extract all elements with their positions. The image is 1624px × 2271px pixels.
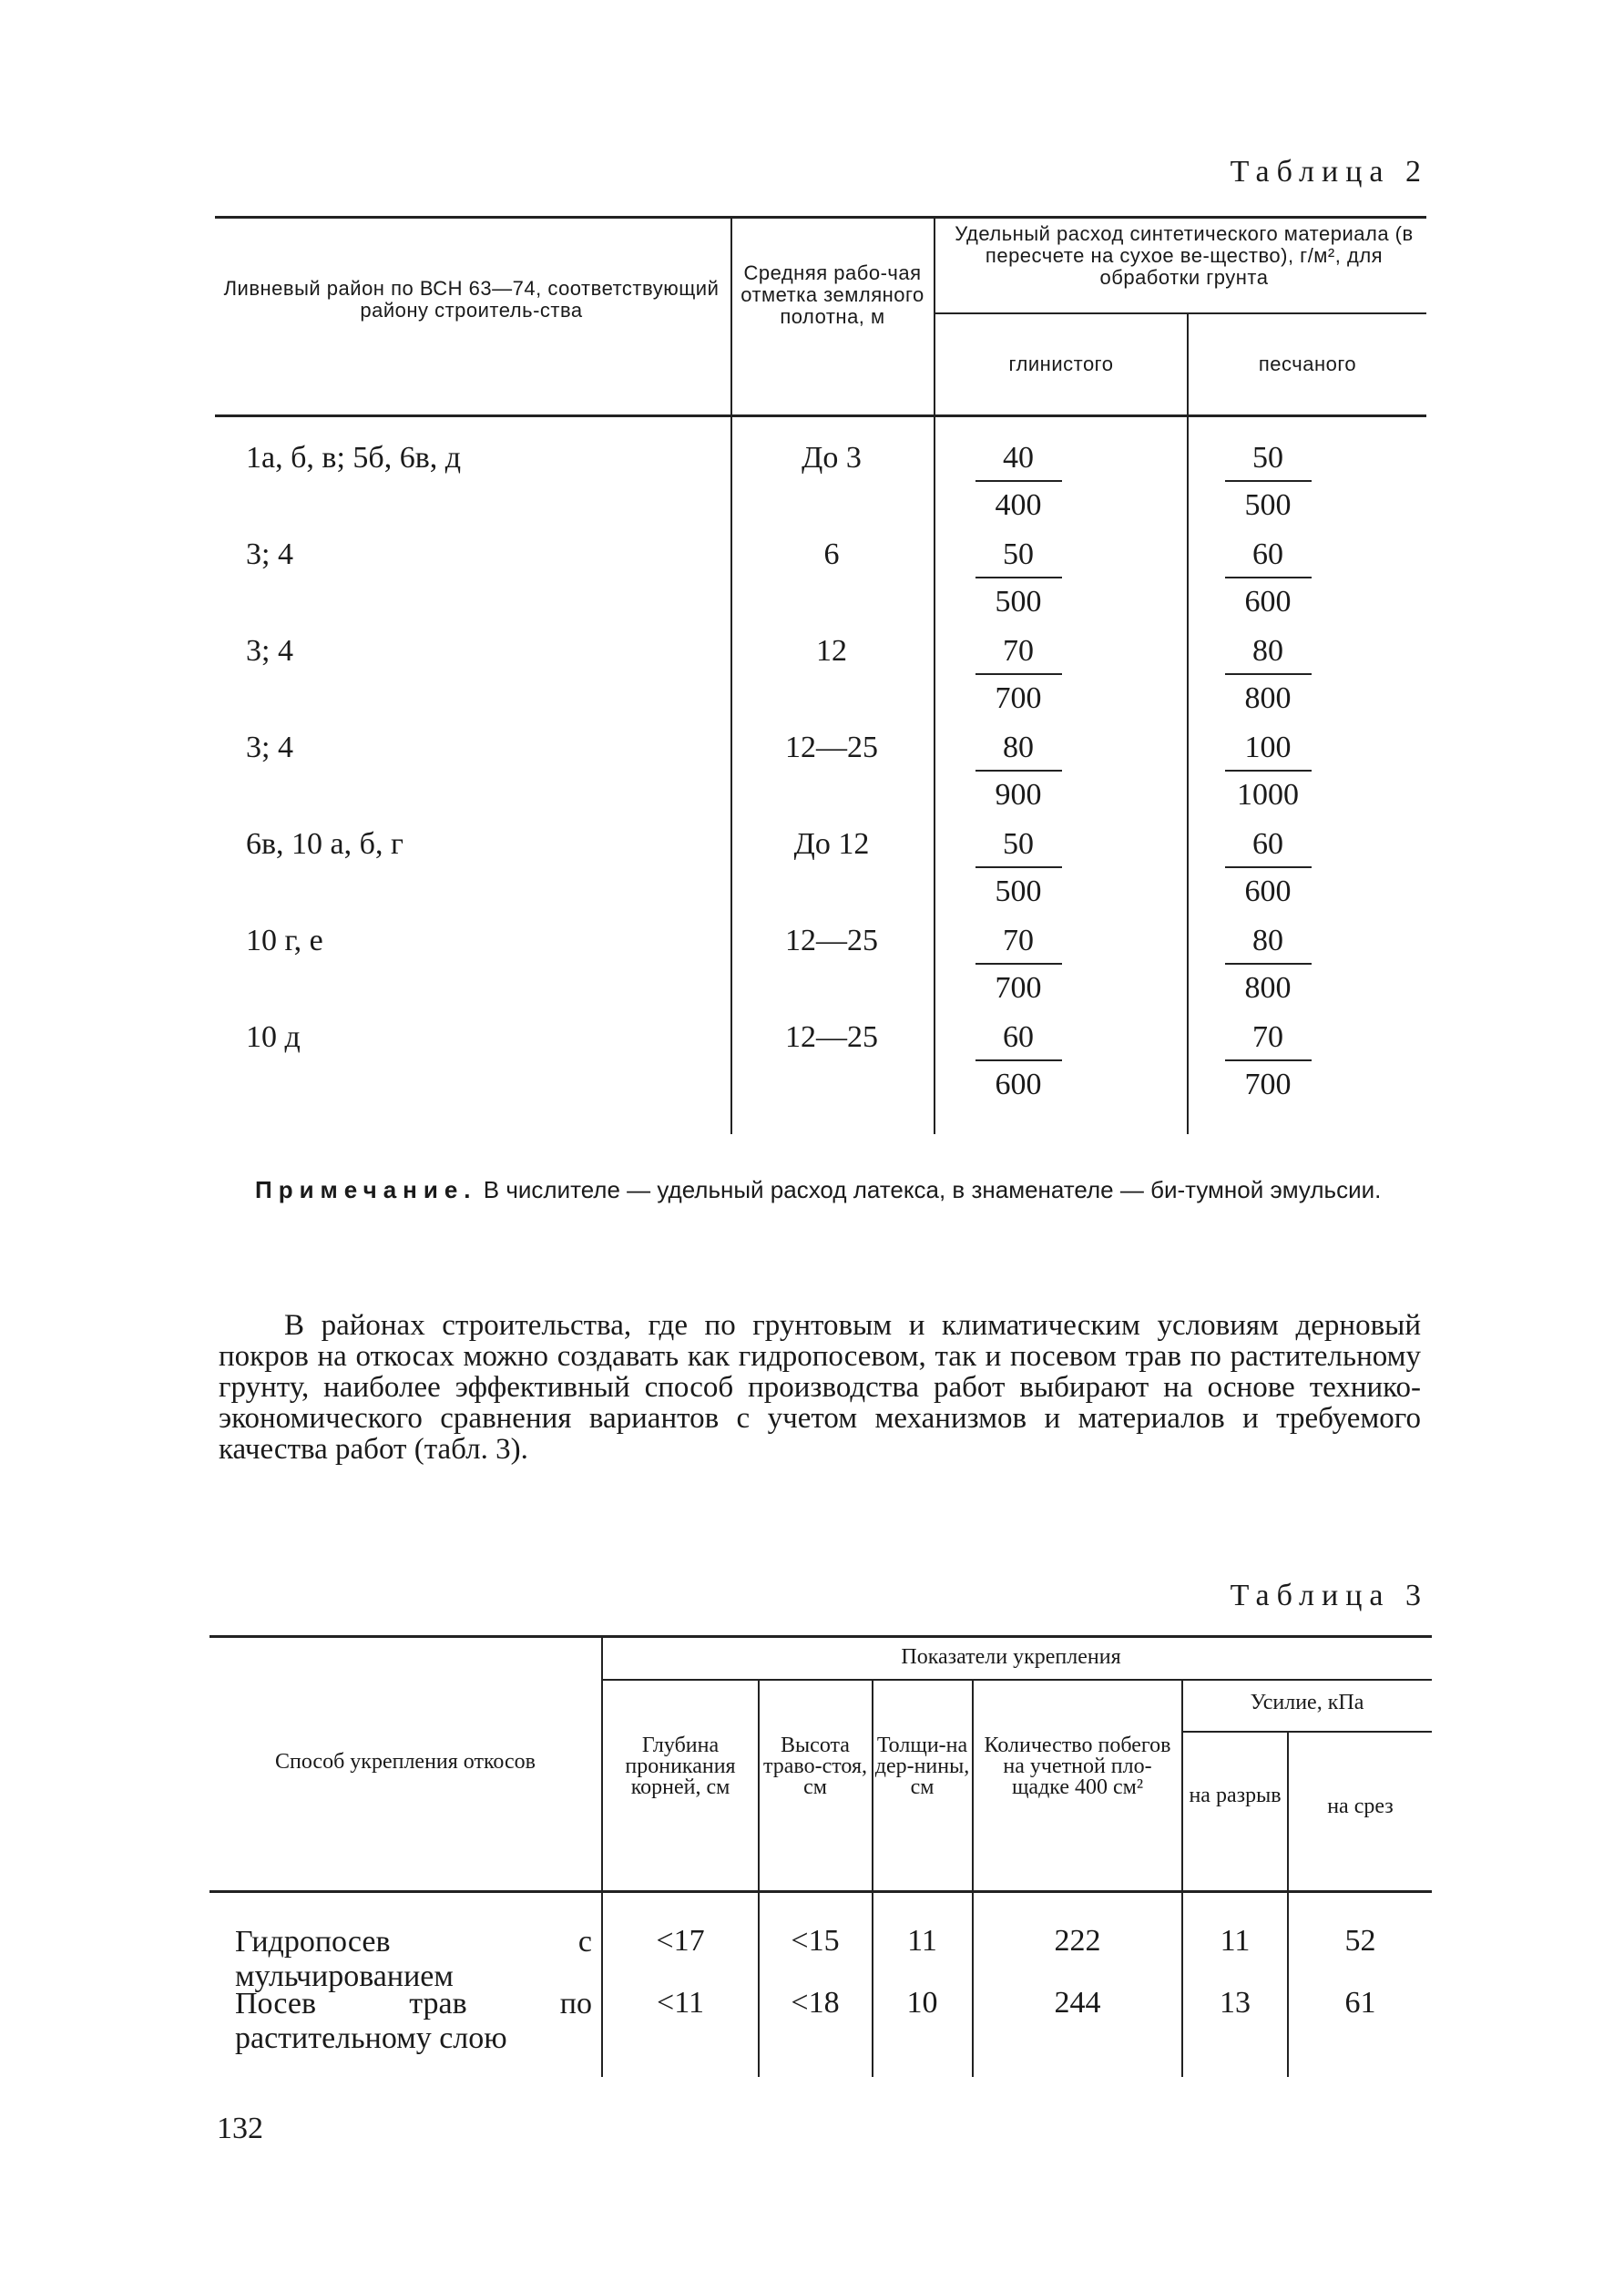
table2-fraction-sand [1213,1016,1323,1109]
fraction-numerator: 100 [1244,731,1292,764]
table3-cell-cut: 61 [1344,1986,1376,2020]
fraction-denominator: 600 [1244,585,1292,619]
fraction-denominator: 700 [995,681,1042,715]
table2-fraction-sand [1213,629,1323,722]
table3-caption: Таблица 3 [1230,1579,1428,1612]
table3-col-divider-depth [758,1679,760,2077]
fraction-numerator: 80 [1003,731,1034,764]
fraction-denominator: 500 [995,875,1042,908]
table2-fraction-sand [1213,533,1323,626]
table3-cell-method: Гидропосев с мульчированием [235,1925,592,1993]
table2-cell-mark: 12—25 [785,1020,878,1054]
table2-fraction-sand [1213,919,1323,1012]
table3-col-divider-height [872,1679,873,2077]
table2-col-divider-3 [1187,312,1189,414]
table3-col-divider-thickness [972,1679,974,2077]
fraction-numerator: 60 [1003,1020,1034,1054]
table3-col-divider-tear [1287,1731,1289,2077]
table3-header-thickness: Толщи-на дер-нины, см [874,1734,970,1799]
table3-cell-tear: 13 [1220,1986,1251,2020]
fraction-denominator: 600 [1244,875,1292,908]
fraction-numerator: 60 [1252,827,1283,861]
table3-cell-height: <15 [791,1924,840,1958]
table2-header-sand: песчаного [1258,353,1357,375]
table2-note [255,1175,1439,1204]
table2-cell-mark: 6 [823,537,840,571]
table2-cell-district: 10 д [246,1020,301,1054]
table2-body-divider-3 [1187,416,1189,1134]
table3-cell-thickness: 11 [907,1924,937,1958]
table2-cell-district: 1а, б, в; 5б, 6в, д [246,441,462,475]
table2-cell-mark: 12—25 [785,731,878,764]
table2-fraction-clay [964,436,1073,529]
table2-cell-mark: 12—25 [785,924,878,957]
table2-fraction-clay [964,919,1073,1012]
table2-cell-district: 6в, 10 а, б, г [246,827,403,861]
table2-fraction-clay [964,533,1073,626]
fraction-denominator: 400 [995,488,1042,522]
table2-cell-mark: До 12 [793,827,870,861]
table2-top-rule [215,216,1426,219]
table2-fraction-sand [1213,726,1323,819]
table3-header-rule [209,1890,1432,1893]
body-paragraph: В районах строительства, где по грунтовым и климатическим условиям дерновый покров на откосах можно создавать как гидропосевом, так и посевом трав по растительному грунту, наиболее эффективный способ производства работ выбирают на основе технико-экономического сравнения вариантов с учетом механизмов и материалов и требуемого качества работ (табл. 3). [219,1309,1421,1466]
fraction-denominator: 600 [995,1068,1042,1101]
table2-subheader-rule [934,312,1426,314]
table3-top-rule [209,1635,1432,1638]
table3-cell-depth: <11 [657,1986,704,2020]
fraction-numerator: 40 [1003,441,1034,475]
fraction-denominator: 900 [995,778,1042,812]
fraction-numerator: 70 [1003,924,1034,957]
fraction-denominator: 1000 [1237,778,1299,812]
table3-header-force: Усилие, кПа [1250,1691,1364,1714]
table2-col-divider-2 [934,216,935,414]
fraction-numerator: 50 [1003,827,1034,861]
fraction-numerator: 60 [1252,537,1283,571]
table3-cell-thickness: 10 [906,1986,938,2020]
table3-cell-depth: <17 [656,1924,705,1958]
table2-caption: Таблица 2 [1230,155,1428,189]
table2-fraction-sand [1213,823,1323,916]
table3-header-tear: на разрыв [1189,1784,1282,1807]
table3-header-height: Высота траво-стоя, см [763,1734,867,1799]
table3-cell-shoots: 244 [1054,1986,1101,2020]
table2-header-consumption: Удельный расход синтетического материала (в пересчете на сухое ве-щество), г/м², для обработки грунта [955,222,1414,289]
note-label: Примечание. [255,1176,477,1203]
table2-fraction-clay [964,629,1073,722]
table3-header-method: Способ укрепления откосов [274,1750,536,1774]
fraction-numerator: 50 [1003,537,1034,571]
fraction-numerator: 80 [1252,634,1283,668]
table2-col-divider-1 [730,216,732,414]
table3-col-divider-shoots [1181,1679,1183,2077]
table2-fraction-clay [964,1016,1073,1109]
table2-body-divider-1 [730,416,732,1134]
table2-header-clay: глинистого [1008,353,1114,375]
table2-cell-district: 3; 4 [246,731,293,764]
table3-header-indicators: Показатели укрепления [901,1645,1121,1669]
table2-body-divider-2 [934,416,935,1134]
fraction-denominator: 700 [1244,1068,1292,1101]
table2-fraction-clay [964,823,1073,916]
fraction-denominator: 500 [1244,488,1292,522]
table2-header-district: Ливневый район по ВСН 63—74, соответствующий району строитель-ства [223,277,720,322]
table3-header-depth: Глубина проникания корней, см [625,1734,736,1799]
table3-col-divider-method [601,1635,603,2077]
fraction-numerator: 50 [1252,441,1283,475]
fraction-numerator: 80 [1252,924,1283,957]
table3-cell-tear: 11 [1220,1924,1251,1958]
table2-cell-mark: 12 [816,634,847,668]
fraction-denominator: 800 [1244,681,1292,715]
table2-cell-district: 3; 4 [246,634,293,668]
table2-fraction-clay [964,726,1073,819]
table3-header-cut: на срез [1327,1795,1394,1818]
note-text: В числителе — удельный расход латекса, в знаменателе — би-тумной эмульсии. [483,1176,1382,1203]
table3-indicators-rule [601,1679,1432,1681]
page-number: 132 [217,2112,263,2145]
table2-cell-district: 10 г, е [246,924,323,957]
table3-header-shoots: Количество побегов на учетной пло-щадке 400 см² [984,1734,1171,1799]
table2-fraction-sand [1213,436,1323,529]
table2-header-mark: Средняя рабо-чая отметка земляного полотна, м [741,261,924,328]
table3-cell-height: <18 [791,1986,840,2020]
fraction-denominator: 700 [995,971,1042,1005]
table2-cell-mark: До 3 [802,441,862,475]
fraction-numerator: 70 [1252,1020,1283,1054]
table2-cell-district: 3; 4 [246,537,293,571]
table3-cell-shoots: 222 [1054,1924,1101,1958]
table2-header-rule [215,414,1426,417]
fraction-numerator: 70 [1003,634,1034,668]
fraction-denominator: 800 [1244,971,1292,1005]
fraction-denominator: 500 [995,585,1042,619]
table3-cell-method: Посев трав по растительному слою [235,1987,592,2055]
table3-cell-cut: 52 [1344,1924,1376,1958]
table3-force-rule [1181,1731,1432,1733]
